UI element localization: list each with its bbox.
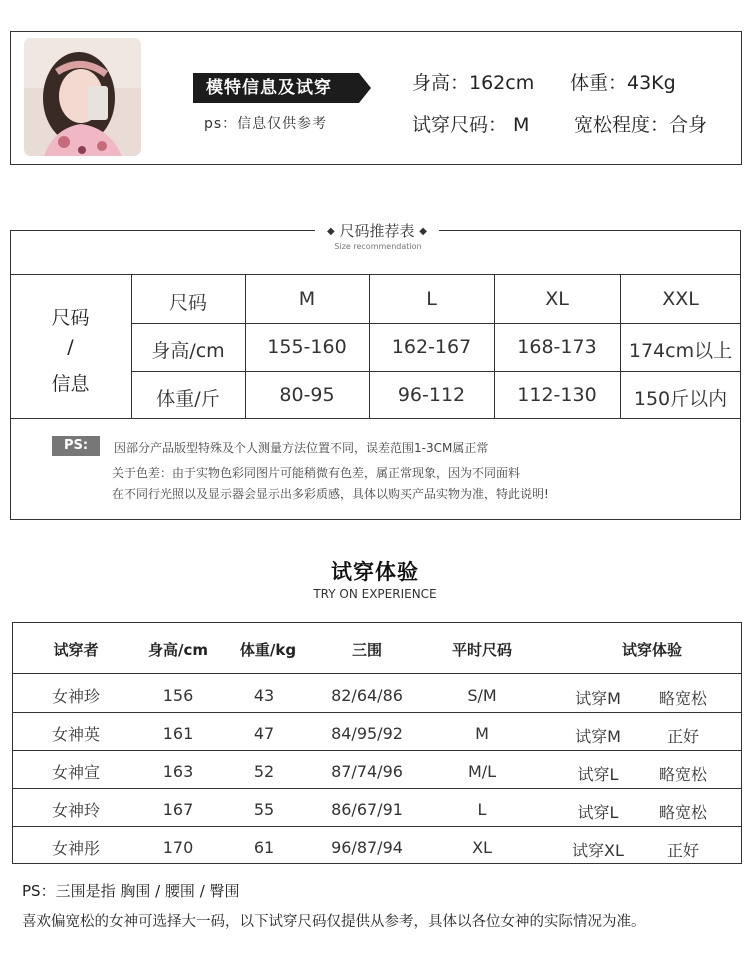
tryon-cell: 86/67/91: [331, 800, 403, 819]
tryon-cell: 55: [253, 800, 275, 819]
grid-line: [131, 323, 741, 324]
size-cell: 96-112: [397, 384, 466, 406]
size-cell: M: [298, 288, 316, 310]
size-info-label-3: 信息: [51, 373, 90, 395]
tryon-title: 试穿体验: [331, 560, 419, 584]
tryon-cell: M/L: [467, 762, 497, 781]
tryon-cell: 女神玲: [51, 801, 100, 820]
tryon-header: 身高/cm: [147, 641, 208, 659]
footer-note-1: PS：三围是指 胸围 / 腰围 / 臀围: [22, 882, 240, 900]
size-cell: 尺码: [168, 292, 207, 314]
model-height: 身高：162cm: [412, 72, 535, 94]
tryon-header: 试穿者: [53, 641, 99, 659]
tryon-cell: 女神宣: [51, 763, 100, 782]
grid-line: [12, 826, 742, 827]
tryon-cell: 略宽松: [658, 765, 707, 784]
tryon-cell: 试穿XL: [572, 841, 624, 860]
size-table-subtitle: Size recommendation: [330, 242, 426, 251]
tryon-header: 试穿体验: [621, 641, 682, 659]
tryon-cell: 156: [162, 686, 194, 705]
tryon-cell: 女神英: [51, 725, 100, 744]
size-note-1: 因部分产品版型特殊及个人测量方法位置不同，误差范围1-3CM属正常: [114, 441, 489, 455]
grid-line: [12, 788, 742, 789]
tryon-header: 平时尺码: [451, 641, 512, 659]
size-cell: 体重/斤: [156, 388, 220, 410]
tryon-cell: 女神珍: [51, 687, 100, 706]
size-info-label-2: /: [67, 336, 74, 358]
tryon-cell: 170: [162, 838, 194, 857]
model-photo: [24, 38, 141, 156]
grid-line: [10, 418, 741, 419]
tryon-cell: 正好: [666, 841, 699, 860]
tryon-cell: 试穿M: [575, 727, 621, 746]
model-weight: 体重：43Kg: [570, 72, 676, 94]
tryon-cell: 试穿M: [575, 689, 621, 708]
tryon-cell: 87/74/96: [331, 762, 403, 781]
size-cell: 80-95: [279, 384, 335, 406]
grid-line: [12, 750, 742, 751]
tryon-cell: 61: [253, 838, 275, 857]
size-table-title: ◆ 尺码推荐表 ◆: [315, 220, 439, 241]
size-cell: XL: [545, 288, 569, 310]
tryon-cell: 试穿L: [577, 803, 619, 822]
model-size: 试穿尺码： M: [412, 114, 530, 136]
footer-note-2: 喜欢偏宽松的女神可选择大一码，以下试穿尺码仅提供从参考，具体以各位女神的实际情况为准。: [22, 914, 646, 930]
size-cell: 155-160: [267, 336, 347, 358]
tryon-cell: XL: [472, 838, 492, 857]
tryon-cell: 正好: [666, 727, 699, 746]
tryon-cell: 161: [162, 724, 194, 743]
grid-line: [12, 673, 742, 674]
size-cell: 112-130: [517, 384, 597, 406]
tryon-cell: 47: [253, 724, 275, 743]
model-tag-label: 模特信息及试穿: [206, 78, 332, 98]
tryon-cell: 略宽松: [658, 689, 707, 708]
size-note-3: 在不同行光照以及显示器会显示出多彩质感，具体以购买产品实物为准，特此说明!: [112, 487, 549, 501]
ps-badge: PS:: [52, 436, 100, 456]
grid-line: [10, 274, 741, 275]
tryon-cell: 82/64/86: [331, 686, 403, 705]
size-cell: 150斤以内: [633, 388, 728, 410]
grid-line: [131, 371, 741, 372]
tryon-header: 三围: [351, 641, 382, 659]
size-cell: 162-167: [391, 336, 472, 358]
tryon-cell: S/M: [467, 686, 497, 705]
model-fit: 宽松程度：合身: [574, 114, 708, 136]
size-cell: 168-173: [517, 336, 597, 358]
size-cell: 身高/cm: [151, 340, 225, 362]
tryon-cell: 试穿L: [577, 765, 619, 784]
tryon-cell: 96/87/94: [331, 838, 403, 857]
tryon-cell: 84/95/92: [331, 724, 403, 743]
size-info-label-1: 尺码: [51, 307, 90, 329]
tryon-cell: 167: [162, 800, 194, 819]
size-cell: L: [426, 288, 437, 310]
size-cell: 174cm以上: [628, 340, 733, 362]
tryon-cell: L: [477, 800, 487, 819]
tryon-cell: 43: [253, 686, 275, 705]
tryon-cell: 52: [253, 762, 275, 781]
size-cell: XXL: [662, 288, 699, 310]
tryon-cell: 163: [162, 762, 194, 781]
tryon-subtitle: TRY ON EXPERIENCE: [313, 587, 437, 601]
tryon-cell: 略宽松: [658, 803, 707, 822]
grid-line: [12, 712, 742, 713]
model-note: ps：信息仅供参考: [204, 116, 328, 132]
tryon-cell: 女神彤: [51, 839, 100, 858]
size-note-2: 关于色差：由于实物色彩同图片可能稍微有色差，属正常现象，因为不同面料: [112, 466, 521, 480]
tryon-header: 体重/kg: [239, 641, 297, 659]
tryon-cell: M: [475, 724, 489, 743]
